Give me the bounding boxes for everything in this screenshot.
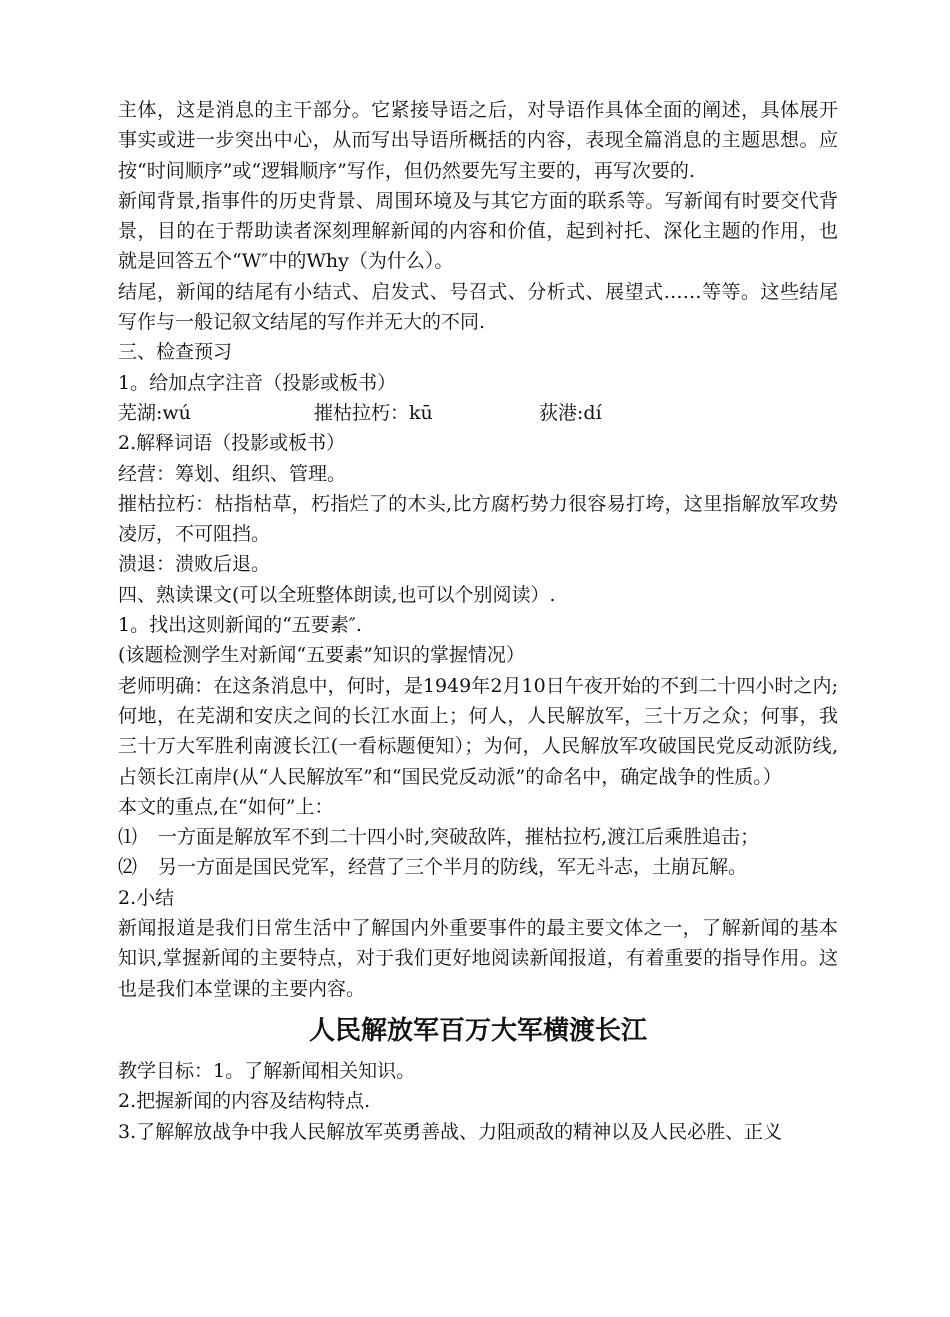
paragraph-teaching-goal-3: 3.了解解放战争中我人民解放军英勇善战、力阻顽敌的精神以及人民必胜、正义 xyxy=(118,1120,783,1143)
list-item-text: 一方面是解放军不到二十四小时,突破敌阵，摧枯拉朽,渡江后乘胜追击； xyxy=(158,826,760,849)
section-heading-read-text: 四、熟读课文(可以全班整体朗读,也可以个别阅读）. xyxy=(118,583,556,606)
pinyin-row xyxy=(118,398,838,428)
paragraph-five-elements-task: 1。找出这则新闻的“五要素″. xyxy=(118,614,362,637)
list-item-number: ⑵ xyxy=(118,856,138,879)
document-page xyxy=(118,95,838,1147)
list-item xyxy=(118,822,838,852)
list-item-text: 另一方面是国民党军，经营了三个半月的防线，军无斗志，土崩瓦解。 xyxy=(158,856,748,879)
list-item xyxy=(118,852,838,882)
pinyin-item-digang: 荻港:dí xyxy=(539,401,602,424)
paragraph-definition-kuitui: 溃退：溃败后退。 xyxy=(118,553,271,576)
paragraph-explain-words: 2.解释词语（投影或板书） xyxy=(118,432,346,455)
paragraph-teaching-goal-1: 教学目标：1。了解新闻相关知识。 xyxy=(118,1059,416,1082)
paragraph-summary-heading: 2.小结 xyxy=(118,886,175,909)
paragraph-main-body: 主体，这是消息的主干部分。它紧接导语之后，对导语作具体全面的阐述，具体展开事实或进一步突出中心，从而写出导语所概括的内容，表现全篇消息的主题思想。应按“时间顺序”或“逻辑顺序”写作，但仍然要先写主要的，再写次要的. xyxy=(118,99,838,182)
section-heading-preview-check: 三、检查预习 xyxy=(118,341,233,364)
paragraph-definition-cuikulaxiu: 摧枯拉朽：枯指枯草，朽指烂了的木头,比方腐朽势力很容易打垮，这里指解放军攻势凌厉，不可阻挡。 xyxy=(118,492,838,546)
pinyin-item-wuhu: 芜湖:wú xyxy=(118,401,191,424)
pinyin-item-cuikulaxiu: 摧枯拉朽：kū xyxy=(314,401,433,424)
paragraph-teacher-clarify: 老师明确：在这条消息中，何时，是1949年2月10日午夜开始的不到二十四小时之内;何地，在芜湖和安庆之间的长江水面上；何人，人民解放军，三十万之众；何事，我三十万大军胜利南渡长江(一看标题便知）；为何，人民解放军攻破国民党反动派防线,占领长江南岸(从“人民解放军”和“国民党反动派”的命名中，确定战争的性质。） xyxy=(118,674,838,788)
paragraph-definition-jingying: 经营：筹划、组织、管理。 xyxy=(118,462,347,485)
paragraph-teaching-goal-2: 2.把握新闻的内容及结构特点. xyxy=(118,1090,371,1113)
paragraph-key-point: 本文的重点,在“如何”上： xyxy=(118,795,334,818)
paragraph-ending: 结尾，新闻的结尾有小结式、启发式、号召式、分析式、展望式……等等。这些结尾写作与一般记叙文结尾的写作并无大的不同. xyxy=(118,280,838,334)
paragraph-five-elements-note: (该题检测学生对新闻“五要素”知识的掌握情况） xyxy=(118,644,525,667)
paragraph-pronunciation-task: 1。给加点字注音（投影或板书） xyxy=(118,371,397,394)
list-item-number: ⑴ xyxy=(118,826,138,849)
paragraph-summary: 新闻报道是我们日常生活中了解国内外重要事件的最主要文体之一，了解新闻的基本知识,掌握新闻的主要特点，对于我们更好地阅读新闻报道，有着重要的指导作用。这也是我们本堂课的主要内容。 xyxy=(118,917,838,1000)
paragraph-news-background: 新闻背景,指事件的历史背景、周围环境及与其它方面的联系等。写新闻有时要交代背景，目的在于帮助读者深刻理解新闻的内容和价值，起到衬托、深化主题的作用，也就是回答五个“W″中的Why（为什么）。 xyxy=(118,189,838,273)
lesson-title: 人民解放军百万大军横渡长江 xyxy=(308,1015,647,1046)
